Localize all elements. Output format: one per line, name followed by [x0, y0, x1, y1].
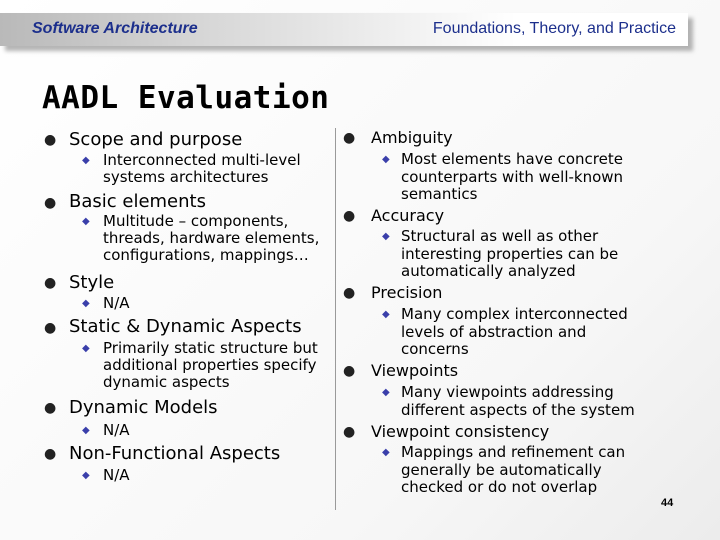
column-divider	[335, 128, 336, 510]
left-sub-6: N/A	[103, 466, 130, 484]
bullet-icon: ●	[44, 320, 57, 336]
bullet-icon: ●	[44, 195, 57, 211]
sub-bullet-icon: ◆	[82, 470, 90, 481]
bullet-icon: ●	[343, 208, 356, 224]
right-bullet-2: Accuracy	[371, 206, 445, 225]
book-subtitle: Foundations, Theory, and Practice	[432, 20, 676, 37]
left-bullet-3: Style	[69, 272, 115, 293]
bullet-icon: ●	[44, 400, 57, 416]
left-bullet-5: Dynamic Models	[69, 397, 218, 418]
right-bullet-5: Viewpoint consistency	[371, 422, 550, 441]
bullet-icon: ●	[343, 363, 356, 379]
right-bullet-1: Ambiguity	[371, 128, 453, 147]
sub-bullet-icon: ◆	[82, 298, 90, 309]
bullet-icon: ●	[343, 285, 356, 301]
left-bullet-6: Non-Functional Aspects	[69, 443, 281, 464]
bullet-icon: ●	[44, 446, 57, 462]
sub-bullet-icon: ◆	[382, 154, 390, 165]
sub-bullet-icon: ◆	[382, 387, 390, 398]
right-sub-4: Many viewpoints addressing different aspects of the system	[401, 383, 635, 419]
left-sub-5: N/A	[103, 421, 130, 439]
left-bullet-1: Scope and purpose	[69, 129, 243, 150]
right-sub-3: Many complex interconnected levels of abstraction and concerns	[401, 305, 628, 358]
sub-bullet-icon: ◆	[82, 216, 90, 227]
page-number: 44	[661, 497, 674, 509]
sub-bullet-icon: ◆	[82, 343, 90, 354]
bullet-icon: ●	[343, 130, 356, 146]
left-sub-2: Multitude – components, threads, hardware elements, configurations, mappings…	[103, 212, 320, 264]
right-sub-1: Most elements have concrete counterparts with well-known semantics	[401, 150, 624, 203]
bullet-icon: ●	[44, 132, 57, 148]
right-sub-2: Structural as well as other interesting properties can be automatically analyzed	[401, 227, 619, 280]
sub-bullet-icon: ◆	[382, 231, 390, 242]
sub-bullet-icon: ◆	[82, 425, 90, 436]
bullet-icon: ●	[343, 424, 356, 440]
sub-bullet-icon: ◆	[82, 155, 90, 166]
bullet-icon: ●	[44, 275, 57, 291]
course-title: Software Architecture	[32, 20, 198, 37]
left-bullet-4: Static & Dynamic Aspects	[69, 316, 302, 337]
right-bullet-4: Viewpoints	[371, 361, 459, 380]
right-sub-5: Mappings and refinement can generally be automatically checked or do not overlap	[401, 443, 626, 496]
sub-bullet-icon: ◆	[382, 447, 390, 458]
left-bullet-2: Basic elements	[69, 191, 206, 212]
right-bullet-3: Precision	[371, 283, 443, 302]
left-sub-1: Interconnected multi-level systems architectures	[103, 151, 301, 186]
sub-bullet-icon: ◆	[382, 309, 390, 320]
left-sub-4: Primarily static structure but additional properties specify dynamic aspects	[103, 339, 318, 391]
left-sub-3: N/A	[103, 294, 130, 312]
slide-title: AADL Evaluation	[42, 80, 330, 116]
